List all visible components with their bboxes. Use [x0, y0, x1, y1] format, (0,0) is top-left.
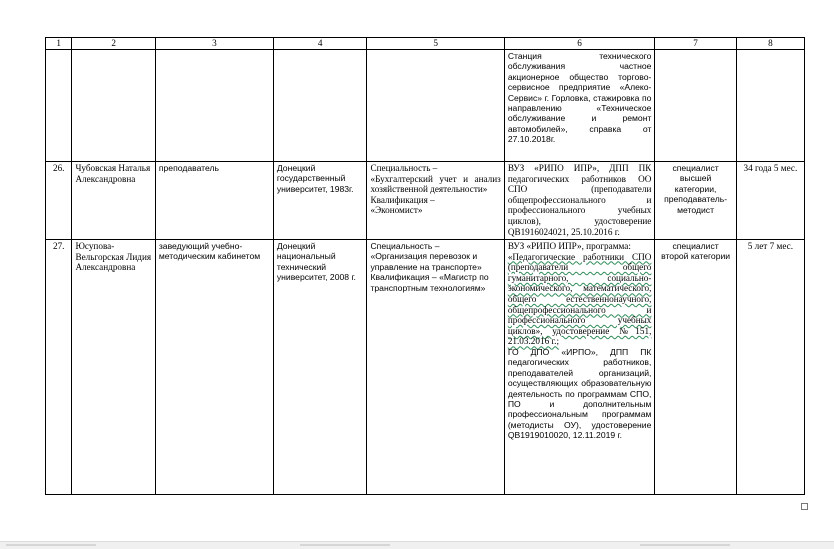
table-row — [46, 240, 805, 495]
staff-table — [45, 37, 805, 495]
specialty-line: Специальность – — [370, 163, 438, 173]
col-header: 1 — [46, 38, 72, 50]
col-header: 4 — [273, 38, 367, 50]
person-name: Чубовская Наталья Александровна — [72, 162, 155, 240]
specialty-cell — [367, 240, 504, 495]
specialty-line: «Бухгалтерский учет и анализ хозяйственной деятельности» — [370, 173, 501, 195]
position-cell: заведующий учебно-методическим кабинетом — [155, 240, 273, 495]
col-header: 3 — [155, 38, 273, 50]
table-row — [46, 162, 805, 240]
training-line: «Педагогические работники СПО (преподаватели общего гуманитарного, социально-экономического, математического, общего естественнонаучного, общепрофессионального и профессионального учебных циклов», удостоверение №151, 21.03.2016 г.; — [507, 251, 652, 347]
experience-cell: 34 года 5 мес. — [736, 162, 804, 240]
col-header: 2 — [72, 38, 155, 50]
training-cell — [504, 162, 655, 240]
category-cell: специалист второй категории — [655, 240, 736, 495]
training-line: ВУЗ «РИПО ИПР», ДПП ПК педагогических работников ОО СПО (преподаватели общепрофессионального и профессионального учебных циклов), удостоверение QB1916024021, 25.10.2016 г. — [507, 163, 652, 237]
position-cell: преподаватель — [155, 162, 273, 240]
scroll-segment — [640, 544, 730, 546]
specialty-line: «Организация перевозок и управление на транспорте» — [370, 251, 482, 272]
experience-cell: 5 лет 7 мес. — [736, 240, 804, 495]
specialty-line: Квалификация – «Магистр по транспортным технологиям» — [370, 272, 489, 293]
training-line: ВУЗ «РИПО ИПР», программа: — [507, 241, 631, 251]
scroll-segment — [300, 544, 390, 546]
specialty-line: Специальность – — [370, 241, 440, 251]
col-header: 6 — [504, 38, 655, 50]
col-header: 7 — [655, 38, 736, 50]
header-row — [46, 38, 805, 50]
table-row-continuation — [46, 50, 805, 162]
specialty-cell — [367, 162, 504, 240]
specialty-line: «Экономист» — [370, 205, 423, 216]
table-resize-handle[interactable] — [801, 503, 808, 510]
education-cell: Донецкий национальный технический университет, 2008 г. — [273, 240, 367, 495]
col-header: 5 — [367, 38, 504, 50]
training-cell: Станция технического обслуживания частное акционерное общество торгово-сервисное предприятие «Алеко-Сервис» г. Горловка, стажировка по направлению «Техническое обслуживание и ремонт автомобилей», справка от 27.10.2018г. — [504, 50, 655, 162]
specialty-line: Квалификация – — [370, 194, 435, 205]
education-cell: Донецкий государственный университет, 1983г. — [273, 162, 367, 240]
col-header: 8 — [736, 38, 804, 50]
training-line: ГО ДПО «ИРПО», ДПП ПК педагогических работников, преподавателей организаций, осуществляющих образовательную деятельность по программам СПО, ПО и дополнительным профессиональным программам (методисты ОУ), удостоверение QB1919010020, 12.11.2019 г. — [507, 346, 652, 441]
training-cell — [504, 240, 655, 495]
row-number: 26. — [46, 162, 72, 240]
person-name: Юсупова-Вельгорская Лидия Александровна — [72, 240, 155, 495]
row-number: 27. — [46, 240, 72, 495]
scroll-segment — [6, 544, 96, 546]
category-cell: специалист высшей категории, преподаватель-методист — [655, 162, 736, 240]
